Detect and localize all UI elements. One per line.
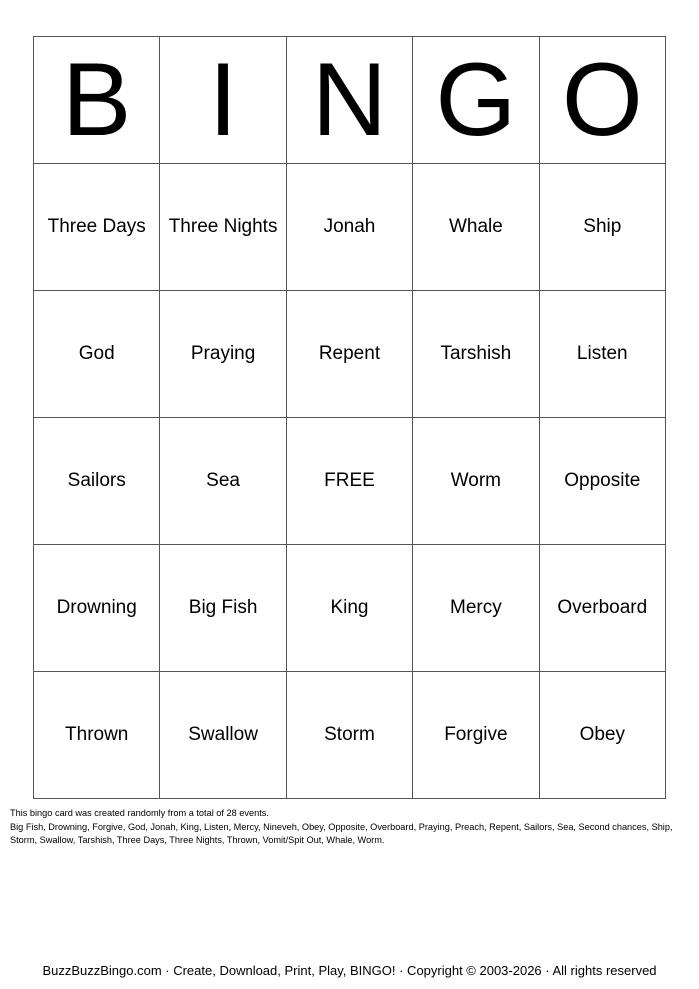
note-event-list: Big Fish, Drowning, Forgive, God, Jonah, King, Listen, Mercy, Nineveh, Obey, Opposite, Overboard, Praying, Preach, Repent, Sailors, Sea, Second chances, Ship, Storm, Swallow, Tarshish, Three Days, Three Nights, Thrown, Vomit/Spit Out, Whale, Worm.	[10, 821, 673, 845]
header-letter-g: G	[413, 37, 539, 164]
bingo-cell: Ship	[539, 164, 665, 291]
header-row	[34, 37, 666, 164]
header-letter-o: O	[539, 37, 665, 164]
bingo-cell: Three Nights	[160, 164, 286, 291]
bingo-cell: God	[34, 291, 160, 418]
bingo-card	[33, 36, 666, 799]
header-letter-n: N	[286, 37, 412, 164]
bingo-cell: Listen	[539, 291, 665, 418]
card-row-5	[34, 672, 666, 799]
header-letter-b: B	[34, 37, 160, 164]
bingo-cell: Overboard	[539, 545, 665, 672]
page-footer: BuzzBuzzBingo.com · Create, Download, Print, Play, BINGO! · Copyright © 2003-2026 · All rights reserved	[42, 963, 657, 978]
bingo-cell: Sea	[160, 418, 286, 545]
bingo-cell: Sailors	[34, 418, 160, 545]
bingo-cell: Mercy	[413, 545, 539, 672]
bingo-cell: Whale	[413, 164, 539, 291]
bingo-cell: Big Fish	[160, 545, 286, 672]
bingo-cell: Tarshish	[413, 291, 539, 418]
bingo-cell: King	[286, 545, 412, 672]
bingo-cell: Repent	[286, 291, 412, 418]
card-row-4	[34, 545, 666, 672]
card-note	[10, 807, 694, 848]
bingo-cell: Forgive	[413, 672, 539, 799]
bingo-cell: Praying	[160, 291, 286, 418]
bingo-cell: Jonah	[286, 164, 412, 291]
bingo-cell: Swallow	[160, 672, 286, 799]
bingo-cell: Storm	[286, 672, 412, 799]
note-summary: This bingo card was created randomly from a total of 28 events.	[10, 808, 269, 818]
card-row-2	[34, 291, 666, 418]
card-row-3	[34, 418, 666, 545]
card-row-1	[34, 164, 666, 291]
bingo-cell: Worm	[413, 418, 539, 545]
bingo-cell: Three Days	[34, 164, 160, 291]
free-space-cell: FREE	[286, 418, 412, 545]
bingo-cell: Opposite	[539, 418, 665, 545]
header-letter-i: I	[160, 37, 286, 164]
bingo-cell: Thrown	[34, 672, 160, 799]
bingo-cell: Obey	[539, 672, 665, 799]
bingo-cell: Drowning	[34, 545, 160, 672]
